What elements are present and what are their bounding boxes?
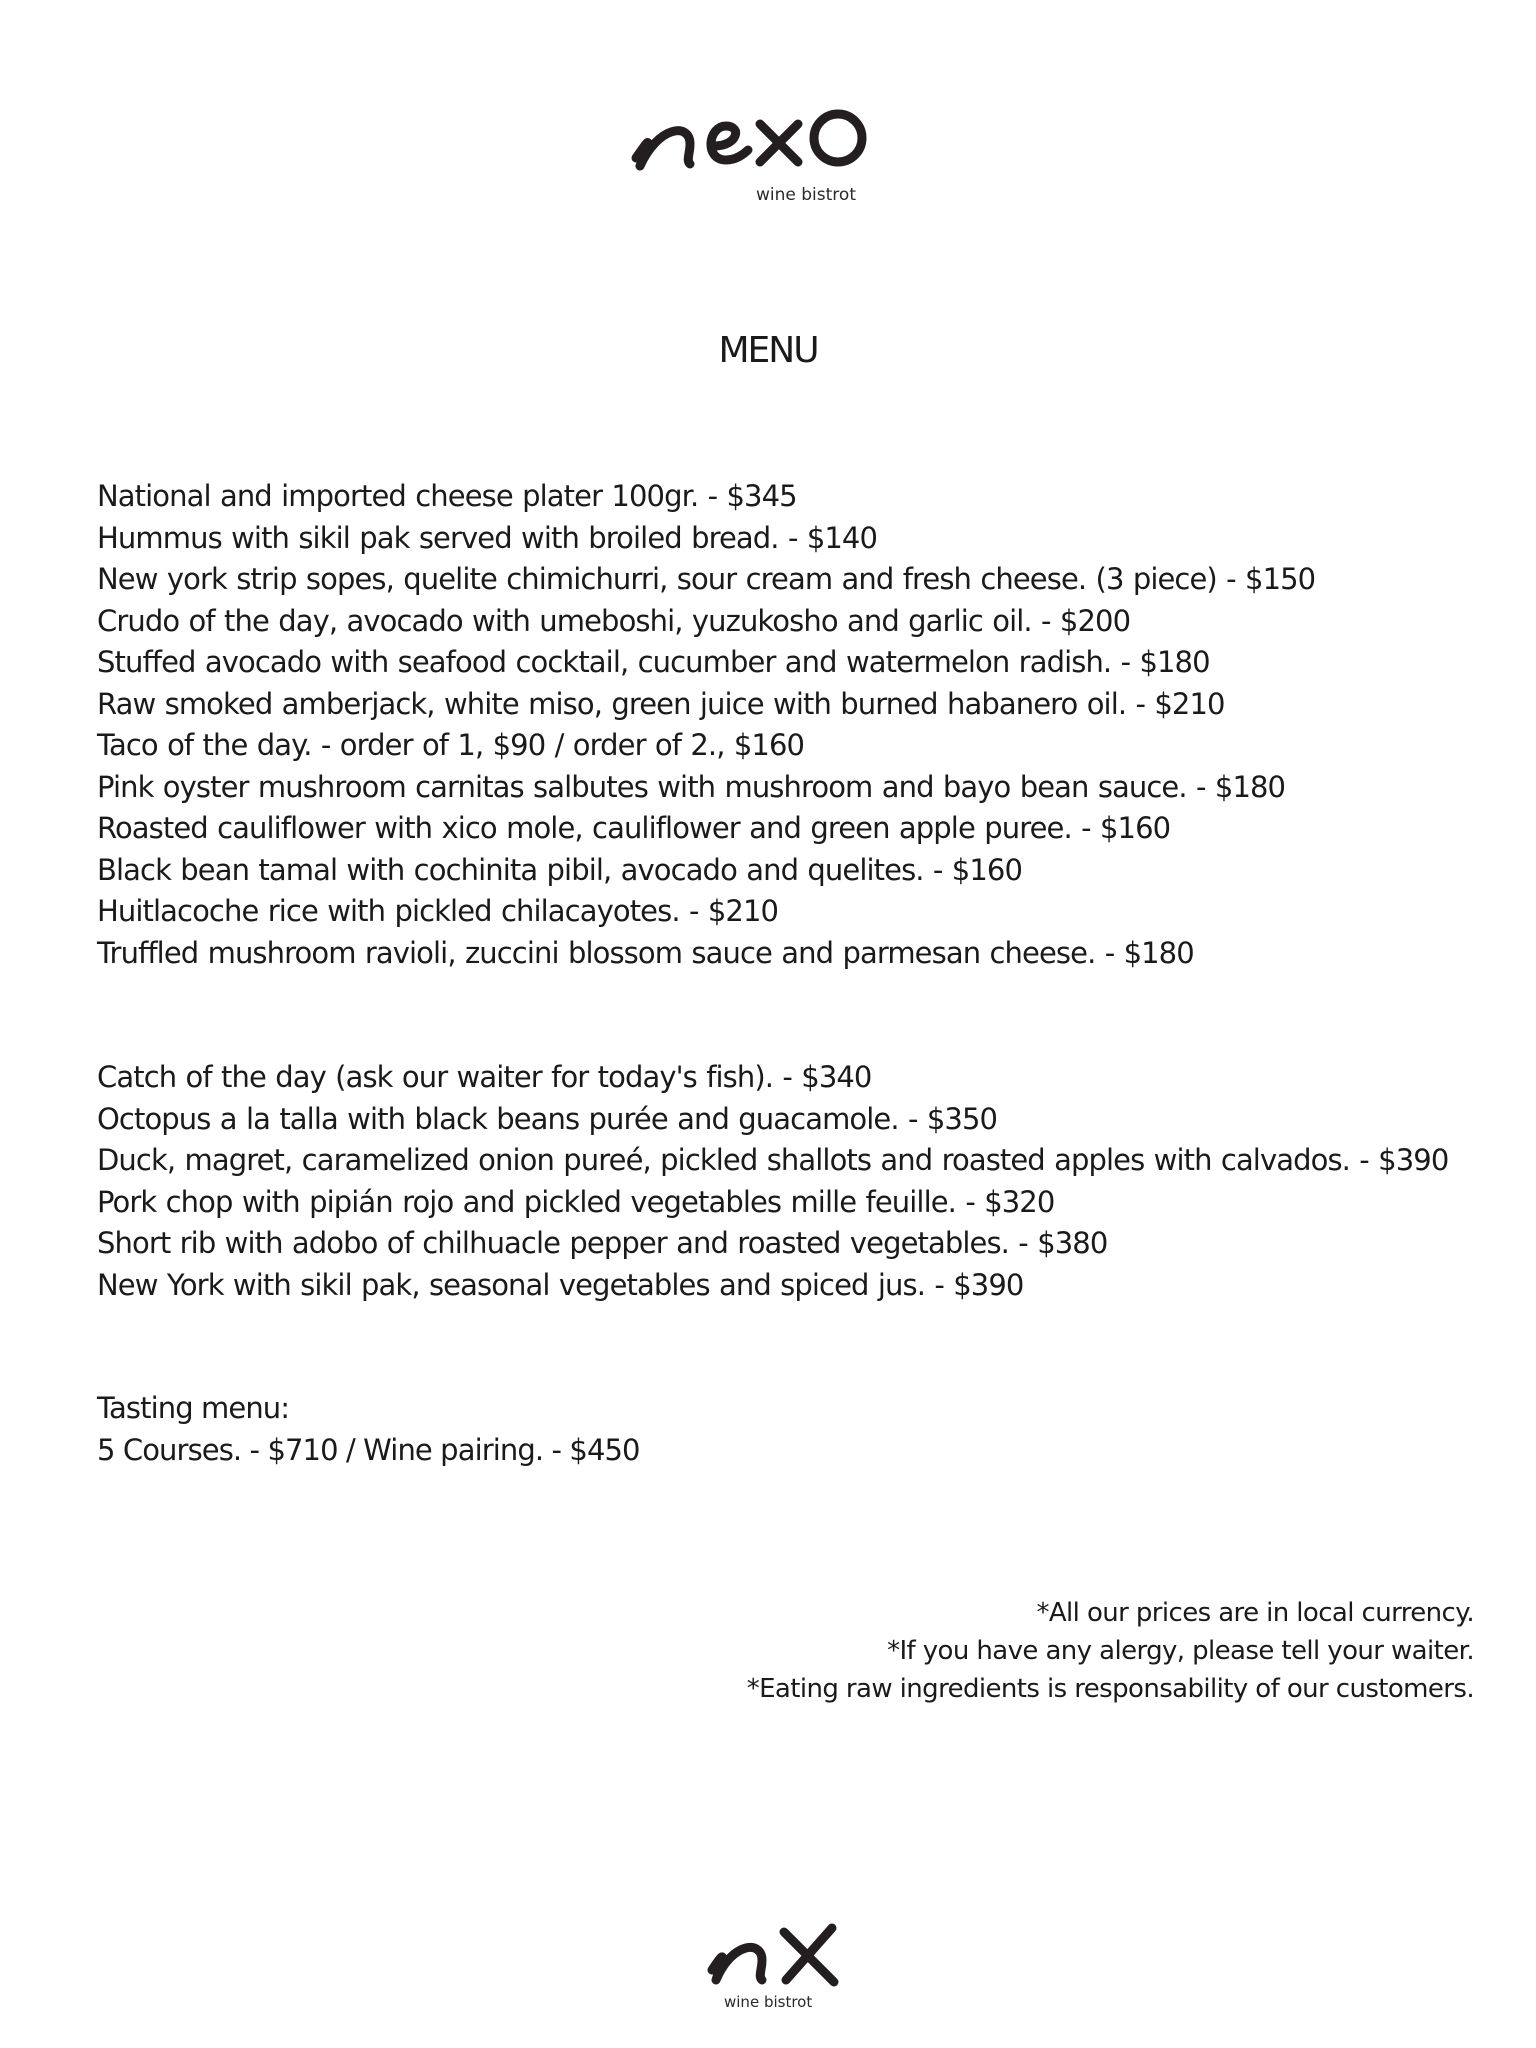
- list-item: Huitlacoche rice with pickled chilacayotes. - $210: [97, 894, 779, 928]
- logo-subtitle: wine bistrot: [724, 1993, 813, 2011]
- note-currency: *All our prices are in local currency.: [1036, 1598, 1474, 1628]
- note-allergy: *If you have any alergy, please tell your waiter.: [887, 1636, 1474, 1666]
- list-item: Crudo of the day, avocado with umeboshi, yuzukosho and garlic oil. - $200: [97, 603, 1131, 638]
- mains-list: [97, 1057, 1448, 1306]
- menu-title: MENU: [718, 330, 818, 371]
- list-item: Catch of the day (ask our waiter for today's fish). - $340: [97, 1060, 872, 1094]
- note-raw: *Eating raw ingredients is responsability of our customers.: [746, 1674, 1474, 1704]
- list-item: Black bean tamal with cochinita pibil, avocado and quelites. - $160: [97, 852, 1022, 887]
- list-item: Truffled mushroom ravioli, zuccini blossom sauce and parmesan cheese. - $180: [97, 935, 1194, 970]
- nexo-logo: [628, 88, 928, 208]
- list-item: Pink oyster mushroom carnitas salbutes with mushroom and bayo bean sauce. - $180: [97, 769, 1286, 804]
- tasting-label: Tasting menu:: [97, 1391, 290, 1425]
- list-item: National and imported cheese plater 100gr. - $345: [97, 479, 797, 513]
- list-item: Duck, magret, caramelized onion pureé, pickled shallots and roasted apples with calvados. - $390: [97, 1143, 1449, 1177]
- list-item: Stuffed avocado with seafood cocktail, cucumber and watermelon radish. - $180: [97, 645, 1210, 679]
- nx-logo: [702, 1910, 852, 2014]
- tasting-detail: 5 Courses. - $710 / Wine pairing. - $450: [97, 1432, 640, 1467]
- list-item: Pork chop with pipián rojo and pickled vegetables mille feuille. - $320: [97, 1184, 1055, 1219]
- logo-subtitle: wine bistrot: [756, 185, 856, 205]
- list-item: Short rib with adobo of chilhuacle pepper and roasted vegetables. - $380: [97, 1226, 1108, 1260]
- list-item: Taco of the day. - order of 1, $90 / order of 2., $160: [97, 728, 805, 762]
- starters-list: [97, 476, 1315, 974]
- list-item: New York with sikil pak, seasonal vegetables and spiced jus. - $390: [97, 1267, 1024, 1302]
- list-item: Raw smoked amberjack, white miso, green juice with burned habanero oil. - $210: [97, 686, 1225, 721]
- list-item: Hummus with sikil pak served with broiled bread. - $140: [97, 520, 878, 555]
- list-item: Roasted cauliflower with xico mole, cauliflower and green apple puree. - $160: [97, 811, 1171, 845]
- footnotes: [747, 1594, 1474, 1708]
- tasting-menu: [97, 1388, 640, 1471]
- list-item: New york strip sopes, quelite chimichurri, sour cream and fresh cheese. (3 piece) - $150: [97, 562, 1316, 596]
- list-item: Octopus a la talla with black beans purée and guacamole. - $350: [97, 1101, 998, 1136]
